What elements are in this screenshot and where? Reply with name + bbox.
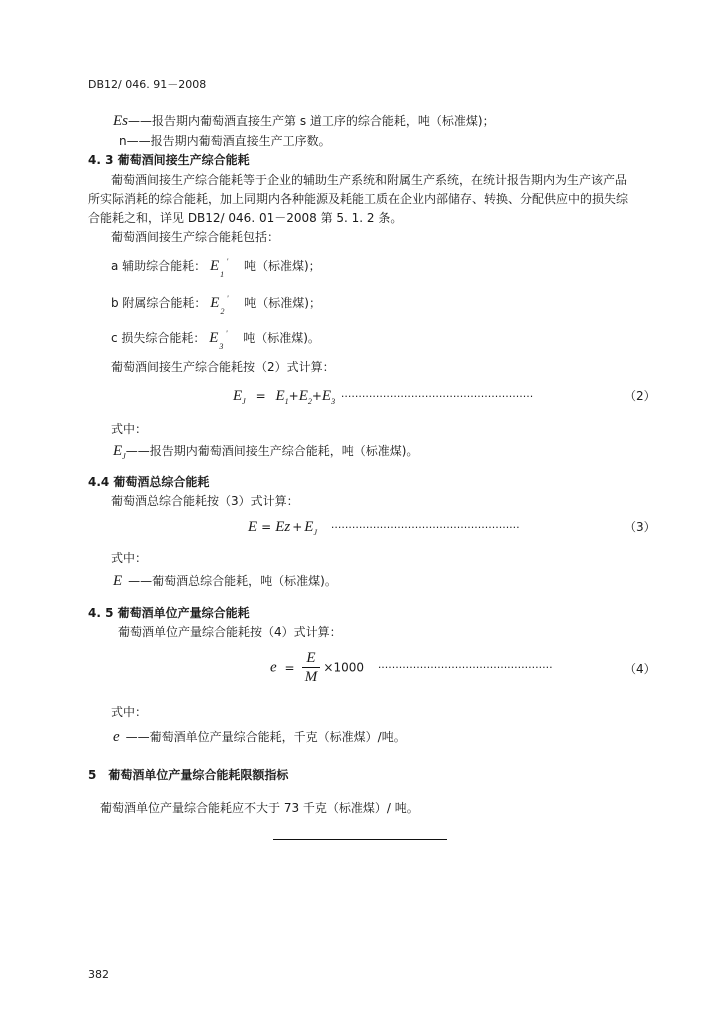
symbol-e1: $E_1$ ': [210, 257, 229, 279]
formula-3-number: （3）: [624, 520, 656, 534]
end-rule: [273, 839, 447, 840]
symbol-ej: $E_J$: [113, 443, 126, 461]
symbol-e-unit: e: [113, 729, 120, 745]
definition-n: [119, 133, 331, 149]
formula-4-intro: 葡萄酒单位产量综合能耗按（4）式计算：: [118, 625, 342, 639]
formula-2: $E_J = E_1+E_2+E_3$ ·······················································: [233, 388, 534, 406]
definition-e-total-text: ——葡萄酒总综合能耗，吨（标准煤)。: [128, 574, 337, 588]
item-a: [111, 257, 321, 279]
formula-4: e = $\frac{E}{M}$ ×1000 ··················································: [270, 650, 553, 685]
where-4: 式中：: [111, 705, 148, 719]
item-c-unit: 吨（标准煤)。: [243, 331, 320, 345]
item-b: [111, 294, 321, 316]
heading-5: 5 葡萄酒单位产量综合能耗限额指标: [88, 768, 289, 782]
includes-line: 葡萄酒间接生产综合能耗包括：: [111, 230, 280, 244]
item-a-label: a 辅助综合能耗：: [111, 259, 207, 273]
definition-e-unit-text: ——葡萄酒单位产量综合能耗，千克（标准煤）/吨。: [125, 730, 406, 744]
page-number: 382: [88, 968, 109, 981]
formula-3: $E = Ez + E_J$ ······················································: [248, 519, 520, 537]
where-3: 式中：: [111, 551, 148, 565]
symbol-n: n: [119, 134, 127, 148]
formula-2-number: （2）: [624, 389, 656, 403]
definition-n-text: ——报告期内葡萄酒直接生产工序数。: [126, 134, 331, 148]
symbol-es: Es: [113, 113, 128, 129]
formula-3-intro: 葡萄酒总综合能耗按（3）式计算：: [111, 494, 299, 508]
item-c: [111, 329, 320, 351]
formula-4-number: （4）: [624, 662, 656, 676]
definition-e-total: [113, 573, 337, 589]
section-5-text: 葡萄酒单位产量综合能耗应不大于 73 千克（标准煤）/ 吨。: [100, 801, 419, 815]
definition-ej: [113, 443, 418, 459]
formula-2-intro: 葡萄酒间接生产综合能耗按（2）式计算：: [111, 360, 335, 374]
definition-es: [113, 113, 495, 129]
definition-ej-text: ——报告期内葡萄酒间接生产综合能耗，吨（标准煤)。: [125, 444, 419, 458]
para-4-3-line-3: 合能耗之和，详见 DB12/ 046. 01－2008 第 5. 1. 2 条。: [88, 211, 403, 225]
definition-es-text: ——报告期内葡萄酒直接生产第 s 道工序的综合能耗，吨（标准煤)；: [128, 114, 495, 128]
standard-number: DB12/ 046. 91－2008: [88, 78, 207, 91]
heading-4-3: 4. 3 葡萄酒间接生产综合能耗: [88, 153, 250, 167]
item-c-label: c 损失综合能耗：: [111, 331, 206, 345]
item-a-unit: 吨（标准煤)；: [244, 259, 321, 273]
symbol-e2: $E_2$ ': [210, 294, 229, 316]
heading-4-5: 4. 5 葡萄酒单位产量综合能耗: [88, 606, 250, 620]
formula-2-lhs: $E_J$: [233, 388, 246, 406]
definition-e-unit: [113, 729, 406, 745]
para-4-3-line-2: 所实际消耗的综合能耗，加上同期内各种能源及耗能工质在企业内部储存、转换、分配供应中的损失综: [88, 192, 629, 206]
para-4-3-line-1: 葡萄酒间接生产综合能耗等于企业的辅助生产系统和附属生产系统，在统计报告期内为生产该产品: [111, 173, 628, 187]
item-b-unit: 吨（标准煤)；: [244, 296, 321, 310]
where-2: 式中：: [111, 422, 148, 436]
symbol-e-total: E: [113, 573, 123, 589]
heading-4-4: 4.4 葡萄酒总综合能耗: [88, 475, 210, 489]
item-b-label: b 附属综合能耗：: [111, 296, 207, 310]
symbol-e3: $E_3$ ': [209, 329, 228, 351]
formula-4-multiplier: ×1000: [323, 660, 364, 675]
